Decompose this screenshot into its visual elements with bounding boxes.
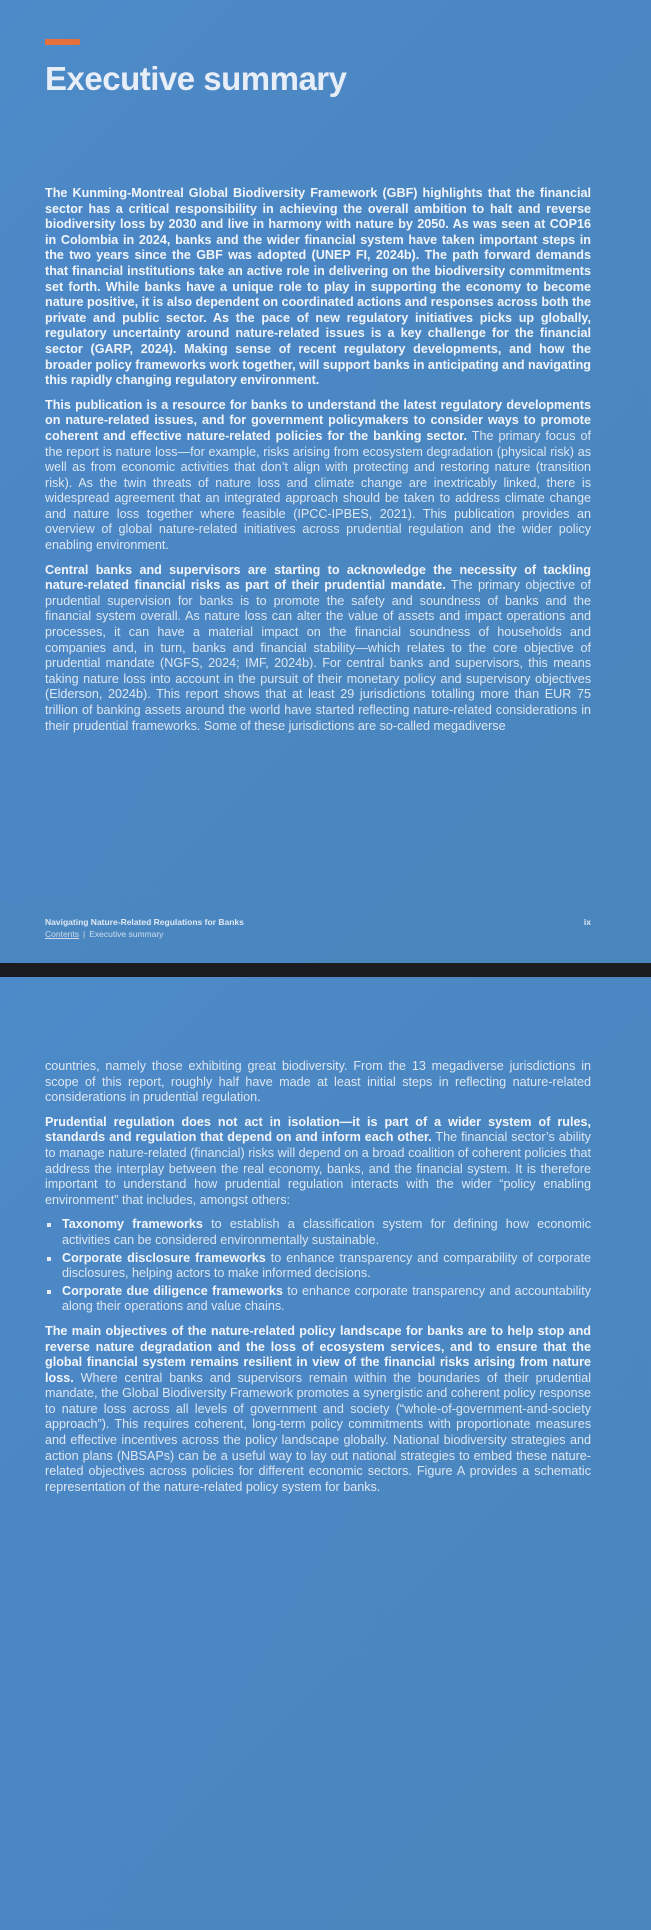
paragraph-text: Where central banks and supervisors remain within the boundaries of their prudential mandate, the Global Biodiversity Framework promotes a synergistic and coherent policy response to nature loss across all levels of government and society (“whole-of-government-and-society approach”). This requires coherent, long-term policy commitments with proportionate measures and effective incentives across the policy landscape globally. National biodiversity strategies and action plans (NBSAPs) can be a useful way to lay out national strategies to embed these nature-related objectives across policies for different economic sectors. Figure A provides a schematic representation of the nature-related policy system for banks. xyxy=(45,1370,591,1494)
breadcrumb-section: Executive summary xyxy=(89,929,164,939)
paragraph-central-banks xyxy=(45,563,591,735)
policy-frameworks-list xyxy=(45,1217,591,1315)
paragraph-publication-purpose xyxy=(45,398,591,554)
page-2 xyxy=(0,977,651,1930)
list-item-text: to enhance corporate transparency and accountability along their operations and value chains. xyxy=(62,1283,591,1314)
page-1 xyxy=(0,0,651,963)
bullet-icon xyxy=(47,1257,51,1261)
document-title: Navigating Nature-Related Regulations for Banks xyxy=(45,917,244,927)
list-item-text: to establish a classification system for defining how economic activities can be considered environmentally sustainable. xyxy=(62,1217,592,1247)
page-title: Executive summary xyxy=(45,60,347,97)
paragraph-text: The primary objective of prudential supervision for banks is to promote the safety and soundness of banks and the financial system overall. As nature loss can alter the value of assets and impact operations and processes, it can have a material impact on the financial soundness of households and companies and, in turn, banks and financial stability—which relates to the core objective of prudential mandate (NGFS, 2024; IMF, 2024b). For central banks and supervisors, this means taking nature loss into account in the pursuit of their monetary policy and supervisory objectives (Elderson, 2024b). This report shows that at least 29 jurisdictions totalling more than EUR 75 trillion of banking assets around the world have started reflecting nature-related considerations in their prudential frameworks. Some of these jurisdictions are so-called megadiverse xyxy=(45,578,591,733)
page-footer xyxy=(45,917,591,939)
breadcrumb xyxy=(45,929,591,939)
continuation-paragraph: countries, namely those exhibiting great biodiversity. From the 13 megadiverse jurisdictions in scope of this report, roughly half have made at least initial steps in reflecting nature-related considerations in prudential regulation. xyxy=(45,1059,591,1105)
list-item xyxy=(45,1251,591,1282)
paragraph-text: The financial sector’s ability to manage nature-related (financial) risks will depend on a broad coalition of coherent policies that address the interplay between the real economy, banks, and the financial system. It is therefore important to understand how prudential regulation interacts with the wider “policy enabling environment” that includes, amongst others: xyxy=(45,1130,591,1207)
paragraph-lead: Prudential regulation does not act in isolation—it is part of a wider system of rules, standards and regulation that depend on and inform each other. xyxy=(45,1114,591,1145)
list-item xyxy=(45,1217,591,1248)
list-item-text: to enhance transparency and comparability of corporate disclosures, helping actors to make informed decisions. xyxy=(62,1250,591,1281)
list-item-lead: Taxonomy frameworks xyxy=(62,1217,203,1232)
paragraph-lead: The main objectives of the nature-related policy landscape for banks are to help stop and reverse nature degradation and the loss of ecosystem services, and to ensure that the global financial system remains resilient in view of the financial risks arising from nature loss. xyxy=(45,1323,591,1385)
page-1-body xyxy=(45,186,591,743)
accent-bar xyxy=(45,39,80,45)
paragraph-main-objectives xyxy=(45,1324,591,1496)
breadcrumb-separator: | xyxy=(83,929,86,939)
list-item xyxy=(45,1284,591,1315)
list-item-lead: Corporate disclosure frameworks xyxy=(62,1250,266,1265)
contents-link[interactable]: Contents xyxy=(45,929,80,939)
page-number: ix xyxy=(583,917,591,927)
bullet-icon xyxy=(47,1290,51,1294)
intro-paragraph: The Kunming-Montreal Global Biodiversity Framework (GBF) highlights that the financial sector has a critical responsibility in achieving the overall ambition to halt and reverse biodiversity loss by 2030 and live in harmony with nature by 2050. As was seen at COP16 in Colombia in 2024, banks and the wider financial system have taken important steps in the two years since the GBF was adopted (UNEP FI, 2024b). The path forward demands that financial institutions take an active role in delivering on the biodiversity commitments set forth. While banks have a unique role to play in supporting the economy to become nature positive, it is also dependent on coordinated actions and responses across both the private and public sector. As the pace of new regulatory initiatives picks up globally, regulatory uncertainty around nature-related issues is a key challenge for the financial sector (GARP, 2024). Making sense of recent regulatory developments, and how the broader policy frameworks work together, will support banks in anticipating and navigating this rapidly changing regulatory environment. xyxy=(45,186,591,388)
paragraph-lead: This publication is a resource for banks to understand the latest regulatory developments on nature-related issues, and for government policymakers to consider ways to promote coherent and effective nature-related policies for the banking sector. xyxy=(45,397,591,443)
paragraph-text: The primary focus of the report is nature loss—for example, risks arising from ecosystem degradation (physical risk) as well as from economic activities that don’t align with protecting and restoring nature (transition risk). As the twin threats of nature loss and climate change are inextricably linked, there is widespread agreement that an integrated approach should be taken to address climate change and nature loss together where feasible (IPCC-IPBES, 2021). This publication provides an overview of global nature-related initiatives across prudential regulation and the wider policy enabling environment. xyxy=(45,428,591,553)
paragraph-lead: Central banks and supervisors are starting to acknowledge the necessity of tackling nature-related financial risks as part of their prudential mandate. xyxy=(45,562,591,593)
list-item-lead: Corporate due diligence frameworks xyxy=(62,1283,283,1298)
bullet-icon xyxy=(47,1223,51,1227)
page-2-body xyxy=(45,1059,591,1504)
paragraph-prudential-regulation xyxy=(45,1115,591,1209)
